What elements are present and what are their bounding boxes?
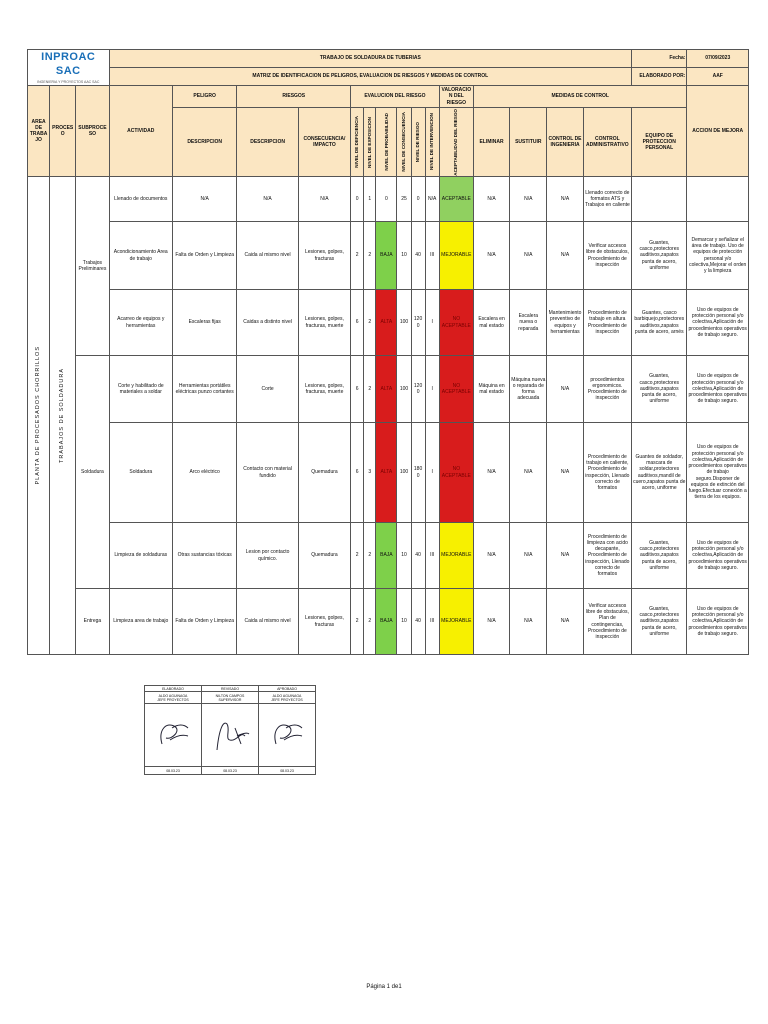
- mejora-cell: [687, 177, 749, 222]
- nc-cell: 10: [397, 523, 411, 589]
- epp-cell: Guantes de soldador, mascara de soldar,protectores auditivos,mandil de cuero,zapatos punta de acero, uniforme: [632, 423, 687, 523]
- mejora-cell: Uso de equipos de protección personal y/o colectiva,Aplicación de procedimientos operativos de trabajo seguro.: [687, 523, 749, 589]
- ni-cell: III: [425, 589, 439, 655]
- nr-cell: 40: [411, 589, 425, 655]
- nr-cell: 0: [411, 177, 425, 222]
- consecuencia-cell: Lesiones, golpes, fracturas: [298, 589, 350, 655]
- ni-cell: I: [425, 423, 439, 523]
- np-cell: BAJA: [376, 222, 397, 290]
- riesgo-cell: Corte: [237, 356, 298, 423]
- sustituir-cell: N/A: [510, 177, 547, 222]
- sig-header: ELABORADO: [145, 686, 202, 692]
- ni-cell: III: [425, 222, 439, 290]
- col-aceptabilidad: ACEPTABILIDAD DEL RIESGO: [453, 108, 459, 176]
- peligro-cell: Herramientas portátiles eléctricas punzo cortantes: [172, 356, 236, 423]
- epp-cell: Guantes, casco,protectores auditivos,zapatos punta de acero, uniforme: [632, 589, 687, 655]
- acceptability-badge: MEJORABLE: [439, 222, 473, 290]
- sustituir-cell: Máquina nueva o reparada de forma adecuada: [510, 356, 547, 423]
- col-nr: NIVEL DE RIESGO: [415, 121, 421, 163]
- nd-cell: 6: [351, 423, 364, 523]
- actividad-cell: Soldadura: [109, 423, 172, 523]
- page-footer: Página 1 de1: [366, 984, 402, 990]
- col-valoracion: VALORACION DEL RIESGO: [439, 86, 473, 108]
- sustituir-cell: N/A: [510, 523, 547, 589]
- eliminar-cell: Máquina en mal estado: [473, 356, 509, 423]
- consecuencia-cell: Lesiones, golpes, fracturas, muerte: [298, 290, 350, 356]
- nd-cell: 2: [351, 589, 364, 655]
- sustituir-cell: N/A: [510, 589, 547, 655]
- subproceso-cell: Trabajos Preliminares: [76, 177, 109, 356]
- mejora-cell: Uso de equipos de protección personal y/o colectiva,Aplicación de procedimientos operativos de trabajo seguro.: [687, 290, 749, 356]
- table-row: [28, 290, 749, 356]
- sig-date: 08.03.23: [145, 767, 202, 775]
- peligro-cell: N/A: [172, 177, 236, 222]
- acceptability-badge: MEJORABLE: [439, 589, 473, 655]
- company-tagline: INGENIERIA Y PROYECTOS AAC SAC: [37, 79, 100, 84]
- eliminar-cell: Escalera en mal estado: [473, 290, 509, 356]
- acceptability-badge: NO ACEPTABLE: [439, 290, 473, 356]
- nc-cell: 100: [397, 290, 411, 356]
- col-consecuencia: CONSECUENCIA/ IMPACTO: [298, 108, 350, 177]
- ingenieria-cell: N/A: [547, 523, 583, 589]
- col-nd: NIVEL DE DEFICIENCIA: [354, 116, 360, 168]
- sig-name: ALDO AGUINAGA: [272, 693, 302, 698]
- consecuencia-cell: Quemadura: [298, 423, 350, 523]
- actividad-cell: Acarreo de equipos y herramientas: [109, 290, 172, 356]
- nd-cell: 2: [351, 523, 364, 589]
- signature-image: [259, 704, 316, 767]
- elaborado-value: AAF: [687, 68, 749, 86]
- administrativo-cell: Procedimiento de trabajo en caliente, Procedimiento de inspección, Llenado correcto de formatos: [583, 423, 631, 523]
- nd-cell: 2: [351, 222, 364, 290]
- actividad-cell: Llenado de documentos: [109, 177, 172, 222]
- ni-cell: I: [425, 290, 439, 356]
- consecuencia-cell: N/A: [298, 177, 350, 222]
- epp-cell: Guantes, casco,protectores auditivos,zapatos punta de acero, uniforme: [632, 356, 687, 423]
- ingenieria-cell: N/A: [547, 177, 583, 222]
- signature-icon: [148, 710, 198, 760]
- epp-cell: Guantes, casco,protectores auditivos,zapatos punta de acero, uniforme: [632, 222, 687, 290]
- peligro-cell: Falta de Orden y Limpieza: [172, 589, 236, 655]
- ne-cell: 2: [364, 222, 376, 290]
- epp-cell: Guantes, casco barbiquejo,protectores auditivos,zapatos punta de acero, arnés: [632, 290, 687, 356]
- consecuencia-cell: Quemadura: [298, 523, 350, 589]
- risk-matrix-table: [27, 49, 749, 655]
- nr-cell: 1200: [411, 290, 425, 356]
- ne-cell: 2: [364, 356, 376, 423]
- table-row: [28, 356, 749, 423]
- actividad-cell: Limpieza area de trabajo: [109, 589, 172, 655]
- mejora-cell: Uso de equipos de protección personal y/o colectiva,Aplicación de procedimientos operativos de trabajo seguro.: [687, 356, 749, 423]
- sig-name: ALDO AGUINAGA: [158, 693, 188, 698]
- peligro-cell: Otras sustancias tóxicas: [172, 523, 236, 589]
- np-cell: ALTA: [376, 356, 397, 423]
- sig-role: JEFE PROYECTOS: [157, 697, 189, 702]
- col-epp: EQUIPO DE PROTECCION PERSONAL: [632, 108, 687, 177]
- col-sustituir: SUSTITUIR: [510, 108, 547, 177]
- ne-cell: 1: [364, 177, 376, 222]
- nd-cell: 6: [351, 356, 364, 423]
- col-np: NIVEL DE PROBABILIDAD: [383, 113, 389, 171]
- col-nc: NIVEL DE CONSECUENCIA: [401, 112, 407, 172]
- nc-cell: 10: [397, 589, 411, 655]
- np-cell: ALTA: [376, 423, 397, 523]
- sig-role: JEFE PROYECTOS: [271, 697, 303, 702]
- document-subtitle: MATRIZ DE IDENTIFICACION DE PELIGROS, EVALUACION DE RIESGOS Y MEDIDAS DE CONTROL: [109, 68, 632, 86]
- ne-cell: 2: [364, 523, 376, 589]
- table-row: [28, 423, 749, 523]
- peligro-cell: Escaleras fijas: [172, 290, 236, 356]
- eliminar-cell: N/A: [473, 589, 509, 655]
- signature-image: [202, 704, 259, 767]
- signature-icon: [205, 710, 255, 760]
- subproceso-cell: Soldadura: [76, 356, 109, 589]
- sig-role: SUPERVISOR: [218, 697, 242, 702]
- ni-cell: III: [425, 523, 439, 589]
- peligro-cell: Falta de Orden y Limpieza: [172, 222, 236, 290]
- sustituir-cell: N/A: [510, 423, 547, 523]
- nc-cell: 25: [397, 177, 411, 222]
- ne-cell: 2: [364, 589, 376, 655]
- col-evaluacion: EVALUCION DEL RIESGO: [351, 86, 440, 108]
- col-peligro-desc: DESCRIPCION: [172, 108, 236, 177]
- actividad-cell: Acondicionamiento Area de trabajo: [109, 222, 172, 290]
- np-cell: BAJA: [376, 523, 397, 589]
- actividad-cell: Limpieza de soldaduras: [109, 523, 172, 589]
- sig-date: 08.03.23: [202, 767, 259, 775]
- fecha-label: Fecha:: [632, 50, 687, 68]
- mejora-cell: Demarcar y señalizar el área de trabajo. Uso de equipos de protección personal y/o colectiva,Mejorar el orden y la limpieza: [687, 222, 749, 290]
- fecha-value: 07/09/2023: [687, 50, 749, 68]
- ne-cell: 3: [364, 423, 376, 523]
- administrativo-cell: Verificar accesos libre de obstaculos, Procedimiento de inspección: [583, 222, 631, 290]
- table-row: [28, 589, 749, 655]
- logo: [28, 50, 110, 86]
- ni-cell: N/A: [425, 177, 439, 222]
- ne-cell: 2: [364, 290, 376, 356]
- col-eliminar: ELIMINAR: [473, 108, 509, 177]
- mejora-cell: Uso de equipos de protección personal y/o colectiva,Aplicación de procedimientos operativos de trabajo seguro.Disponer de equipos de extinción del fuego.Efectuar conexión a tierra de los equipos.: [687, 423, 749, 523]
- col-actividad: ACTIVIDAD: [109, 86, 172, 177]
- signature-block: [144, 685, 316, 776]
- consecuencia-cell: Lesiones, golpes, fracturas: [298, 222, 350, 290]
- nd-cell: 0: [351, 177, 364, 222]
- col-mejora: ACCION DE MEJORA: [687, 86, 749, 177]
- sig-header: APROBADO: [259, 686, 316, 692]
- nc-cell: 10: [397, 222, 411, 290]
- riesgo-cell: Lesion por contacto químico.: [237, 523, 298, 589]
- ingenieria-cell: N/A: [547, 589, 583, 655]
- nr-cell: 40: [411, 222, 425, 290]
- riesgo-cell: Caida al mismo nivel: [237, 222, 298, 290]
- col-proceso: PROCESO: [50, 86, 76, 177]
- table-row: [28, 222, 749, 290]
- ingenieria-cell: N/A: [547, 356, 583, 423]
- consecuencia-cell: Lesiones, golpes, fracturas, muerte: [298, 356, 350, 423]
- administrativo-cell: procedimientos ergonomicos. Procedimiento de inspección: [583, 356, 631, 423]
- eliminar-cell: N/A: [473, 423, 509, 523]
- acceptability-badge: ACEPTABLE: [439, 177, 473, 222]
- administrativo-cell: Verificar accesos libre de obstaculos, Plan de contingencias, Procedimiento de inspección: [583, 589, 631, 655]
- acceptability-badge: MEJORABLE: [439, 523, 473, 589]
- area-cell: [28, 177, 50, 655]
- col-ingenieria: CONTROL DE INGENIERIA: [547, 108, 583, 177]
- riesgo-cell: N/A: [237, 177, 298, 222]
- nr-cell: 1200: [411, 356, 425, 423]
- col-subproceso: SUBPROCESO: [76, 86, 109, 177]
- eliminar-cell: N/A: [473, 177, 509, 222]
- ingenieria-cell: N/A: [547, 222, 583, 290]
- sig-date: 08.03.23: [259, 767, 316, 775]
- administrativo-cell: Procedimiento de trabajo en altura Procedimiento de inspección: [583, 290, 631, 356]
- col-administrativo: CONTROL ADMINISTRATIVO: [583, 108, 631, 177]
- acceptability-badge: NO ACEPTABLE: [439, 423, 473, 523]
- company-name: INPROAC SAC: [41, 51, 96, 77]
- nr-cell: 40: [411, 523, 425, 589]
- nc-cell: 100: [397, 356, 411, 423]
- ingenieria-cell: N/A: [547, 423, 583, 523]
- col-riesgos: RIESGOS: [237, 86, 351, 108]
- col-area: AREA DE TRABAJO: [28, 86, 50, 177]
- nr-cell: 1800: [411, 423, 425, 523]
- sustituir-cell: N/A: [510, 222, 547, 290]
- nd-cell: 6: [351, 290, 364, 356]
- np-cell: 0: [376, 177, 397, 222]
- table-row: [28, 523, 749, 589]
- subproceso-cell: Entrega: [76, 589, 109, 655]
- administrativo-cell: Llenado correcto de formatos ATS y Trabajos en caliente: [583, 177, 631, 222]
- col-ne: NIVEL DE EXPOSICION: [366, 116, 372, 168]
- signature-icon: [262, 710, 312, 760]
- document-title: TRABAJO DE SOLDADURA DE TUBERIAS: [109, 50, 632, 68]
- col-medidas: MEDIDAS DE CONTROL: [473, 86, 687, 108]
- col-ni: NIVEL DE INTERVENCION: [429, 113, 435, 171]
- nc-cell: 100: [397, 423, 411, 523]
- np-cell: BAJA: [376, 589, 397, 655]
- signature-image: [145, 704, 202, 767]
- sig-header: REVISADO: [202, 686, 259, 692]
- epp-cell: Guantes, casco,protectores auditivos,zapatos punta de acero, uniforme: [632, 523, 687, 589]
- riesgo-cell: Contacto con material fundido: [237, 423, 298, 523]
- proceso-cell: [50, 177, 76, 655]
- riesgo-cell: Caida al mismo nivel: [237, 589, 298, 655]
- col-peligro: PELIGRO: [172, 86, 236, 108]
- peligro-cell: Arco eléctrico: [172, 423, 236, 523]
- mejora-cell: Uso de equipos de protección personal y/o colectiva,Aplicación de procedimientos operativos de trabajo seguro.: [687, 589, 749, 655]
- table-row: [28, 177, 749, 222]
- proceso-value: TRABAJOS DE SOLDADURA: [59, 368, 66, 463]
- elaborado-label: ELABORADO POR:: [632, 68, 687, 86]
- sig-name: NILTON CAMPOS: [215, 693, 245, 698]
- eliminar-cell: N/A: [473, 523, 509, 589]
- ingenieria-cell: Mantenimiento preventivo de equipos y herramientas: [547, 290, 583, 356]
- col-riesgo-desc: DESCRIPCION: [237, 108, 298, 177]
- acceptability-badge: NO ACEPTABLE: [439, 356, 473, 423]
- ni-cell: I: [425, 356, 439, 423]
- administrativo-cell: Procedimiento de limpieza con acido decapante, Procedimiento de inspección, Llenado correcto de formatos: [583, 523, 631, 589]
- actividad-cell: Corte y habilitado de materiales a soldar: [109, 356, 172, 423]
- area-value: PLANTA DE PROCESADOS CHORRILLOS: [35, 346, 42, 485]
- eliminar-cell: N/A: [473, 222, 509, 290]
- sustituir-cell: Escalera nueva o reparada: [510, 290, 547, 356]
- np-cell: ALTA: [376, 290, 397, 356]
- epp-cell: [632, 177, 687, 222]
- riesgo-cell: Caidas a distinto nivel: [237, 290, 298, 356]
